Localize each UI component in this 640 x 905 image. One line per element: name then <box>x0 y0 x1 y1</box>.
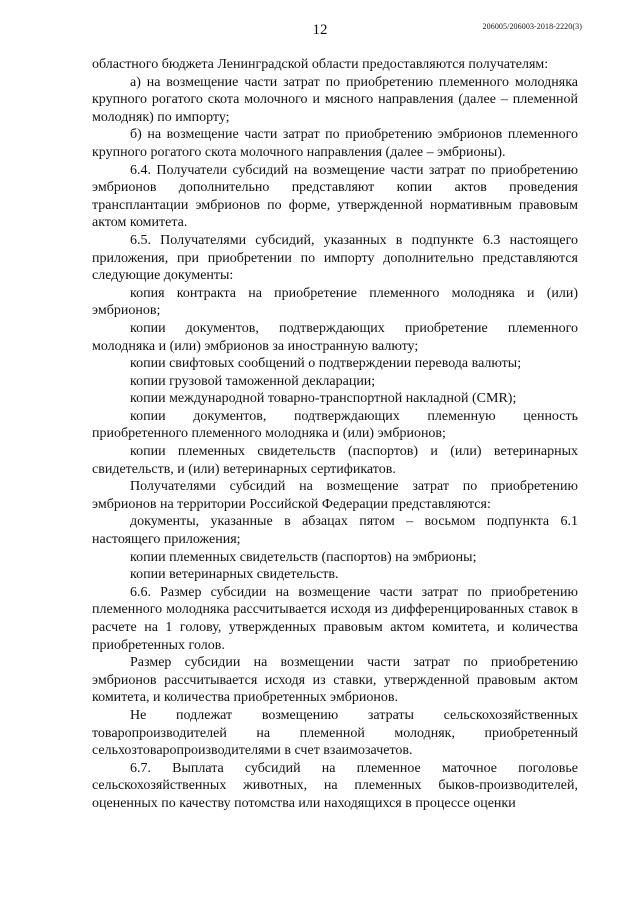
paragraph-russian-embryos: Получателями субсидий на возмещение затрат по приобретению эмбрионов на территории Российской Федерации представляются: <box>92 479 578 512</box>
list-item-certificates: копии племенных свидетельств (паспортов) и (или) ветеринарных свидетельств, и (или) ветеринарных сертификатов. <box>92 444 578 477</box>
paragraph-item-b: б) на возмещение части затрат по приобретению эмбрионов племенного крупного рогатого скота молочного направления (далее – эмбрионы). <box>92 127 578 160</box>
list-item-embryo-passports: копии племенных свидетельств (паспортов) на эмбрионы; <box>130 549 477 565</box>
list-item-breeding-value: копии документов, подтверждающих племенную ценность приобретенного племенного молодняка и (или) эмбрионов; <box>92 408 578 442</box>
paragraph-6-6: 6.6. Размер субсидии на возмещение части затрат по приобретению племенного молодняка рассчитывается исходя из дифференцированных ставок в расчете на 1 голову, утвержденных правовым актом комитета, и количества приобретенных голов. <box>92 584 578 653</box>
list-item-swift: копии свифтовых сообщений о подтверждении перевода валюты; <box>130 356 522 372</box>
list-item-contract: копия контракта на приобретение племенного молодняка и (или) эмбрионов; <box>92 285 578 319</box>
paragraph-6-4: 6.4. Получатели субсидий на возмещение части затрат по приобретению эмбрионов дополнительно представляют копии актов проведения трансплантации эмбрионов по форме, утвержденной нормативным правовым актом комитета. <box>92 162 578 231</box>
document-code: 206005/206003-2018-2220(3) <box>482 22 582 31</box>
paragraph-6-7: 6.7. Выплата субсидий на племенное маточное поголовье сельскохозяйственных животных, на племенных быков-производителей, оцененных по качеству потомства или находящихся в процессе оценки <box>92 760 578 811</box>
paragraph-not-reimbursed: Не подлежат возмещению затраты сельскохозяйственных товаропроизводителей на племенной молодняк, приобретенный сельхозтоваропроизводителями в счет взаимозачетов. <box>92 707 578 759</box>
paragraph-embryo-subsidy: Размер субсидии на возмещении части затрат по приобретению эмбрионов рассчитывается исходя из ставки, утвержденной правовым актом комитета, и количества приобретенных эмбрионов. <box>92 655 578 706</box>
list-item-currency-docs: копии документов, подтверждающих приобретение племенного молодняка и (или) эмбрионов за иностранную валюту; <box>92 320 578 354</box>
paragraph-6-5: 6.5. Получателями субсидий, указанных в подпункте 6.3 настоящего приложения, при приобретении по импорту дополнительно представляются следующие документы: <box>92 232 578 284</box>
list-item-vet-certificates: копии ветеринарных свидетельств. <box>130 567 339 583</box>
list-item-cmr: копии международной товарно-транспортной накладной (CMR); <box>130 391 517 407</box>
document-body <box>92 56 578 813</box>
paragraph-continuation: областного бюджета Ленинградской области предоставляются получателям: <box>92 57 549 72</box>
paragraph-item-a: а) на возмещение части затрат по приобретению племенного молодняка крупного рогатого скота молочного и мясного направления (далее – племенной молодняк) по импорту; <box>92 74 578 125</box>
list-item-customs: копии грузовой таможенной декларации; <box>130 373 376 389</box>
page-number: 12 <box>312 22 328 38</box>
list-item-documents-6-1: документы, указанные в абзацах пятом – восьмом подпункта 6.1 настоящего приложения; <box>92 514 578 548</box>
